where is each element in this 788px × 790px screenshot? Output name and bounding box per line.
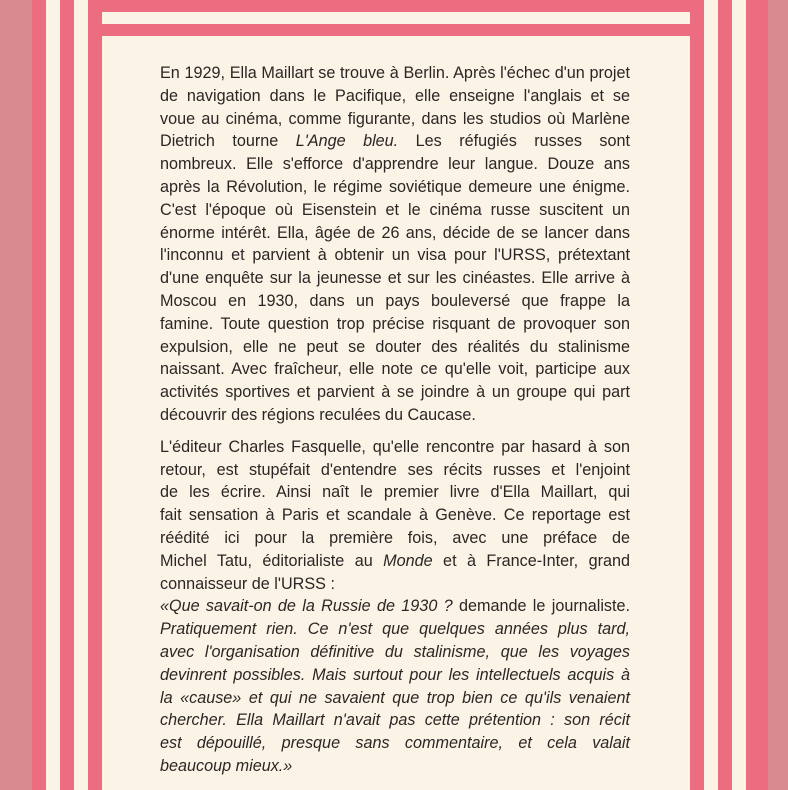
text-run: «Que savait-on de la Russie de 1930 ? <box>160 597 453 616</box>
text-line: Moscou en 1930, dans un pays bouleversé que frappe la <box>160 291 630 310</box>
text-line: d'une enquête sur la jeunesse et sur les cinéastes. Elle arrive à <box>160 269 630 288</box>
text-line: En 1929, Ella Maillart se trouve à Berlin. Après l'échec d'un projet <box>160 64 630 82</box>
text-run: L'Ange bleu. <box>295 132 399 151</box>
pink-top-band <box>102 0 690 12</box>
text-line: L'éditeur Charles Fasquelle, qu'elle rencontre par hasard à son <box>160 437 630 456</box>
text-line: C'est l'époque où Eisenstein et le cinéma russe suscitent un <box>160 200 630 219</box>
text-line <box>160 595 630 618</box>
pink-stripe <box>718 0 732 790</box>
text-line: découvrir des régions reculées du Caucase. <box>160 405 476 424</box>
text-line: après la Révolution, le régime soviétique demeure une énigme. <box>160 177 630 196</box>
pink-stripe <box>88 0 102 790</box>
text-line: est dépouillé, presque sans commentaire, et cela valait <box>160 734 630 753</box>
text-line: naissant. Avec fraîcheur, elle note ce qu'elle voit, participe aux <box>160 360 630 379</box>
blurb-text <box>160 62 630 778</box>
text-line: de les écrire. Ainsi naît le premier livre d'Ella Maillart, qui <box>160 483 630 502</box>
text-line: connaisseur de l'URSS : <box>160 574 335 593</box>
text-line: de navigation dans le Pacifique, elle enseigne l'anglais et se <box>160 86 630 105</box>
text-line: activités sportives et parvient à se joindre à un groupe qui part <box>160 383 630 402</box>
pink-stripe <box>690 0 704 790</box>
text-line: devinrent possibles. Mais surtout pour les intellectuels acquis à <box>160 665 630 684</box>
text-line <box>160 130 630 153</box>
text-line <box>160 550 630 573</box>
text-line: énorme intérêt. Ella, âgée de 26 ans, décide de se lancer dans <box>160 223 630 242</box>
text-line: famine. Toute question trop précise risquant de provoquer son <box>160 314 630 333</box>
text-run: Monde <box>383 551 433 570</box>
text-line: réédité ici pour la première fois, avec une préface de <box>160 528 630 547</box>
text-line: expulsion, elle ne peut se douter des réalités du stalinisme <box>160 337 630 356</box>
text-run: et à France-Inter, grand <box>432 551 630 570</box>
paragraph-publication <box>160 436 630 596</box>
text-line: avec l'organisation définitive du stalinisme, que les voyages <box>160 642 630 661</box>
text-run: demande le journaliste. <box>452 597 631 616</box>
paragraph-quote <box>160 595 630 777</box>
text-run: Dietrich tourne <box>160 132 296 151</box>
text-line: voue au cinéma, comme figurante, dans les studios où Marlène <box>160 109 630 128</box>
pink-stripe <box>746 0 768 790</box>
paragraph-summary <box>160 62 630 427</box>
text-run: Les réfugiés russes sont <box>398 132 630 151</box>
text-line: retour, est stupéfait d'entendre ses récits russes et l'enjoint <box>160 460 630 479</box>
pink-stripe <box>60 0 74 790</box>
text-line: fait sensation à Paris et scandale à Genève. Ce reportage est <box>160 506 630 525</box>
text-line: nombreux. Elle s'efforce d'apprendre leur langue. Douze ans <box>160 155 630 174</box>
pink-stripe <box>32 0 46 790</box>
text-line: la «cause» et qui ne savaient que trop bien ce qu'ils venaient <box>160 688 630 707</box>
text-line: Pratiquement rien. Ce n'est que quelques années plus tard, <box>160 620 630 639</box>
text-line: chercher. Ella Maillart n'avait pas cette prétention : son récit <box>160 711 630 730</box>
text-line: beaucoup mieux.» <box>160 756 293 775</box>
pink-top-band <box>102 24 690 36</box>
text-run: Michel Tatu, éditorialiste au <box>160 551 384 570</box>
text-line: l'inconnu et parvient à obtenir un visa pour l'URSS, prétextant <box>160 246 630 265</box>
